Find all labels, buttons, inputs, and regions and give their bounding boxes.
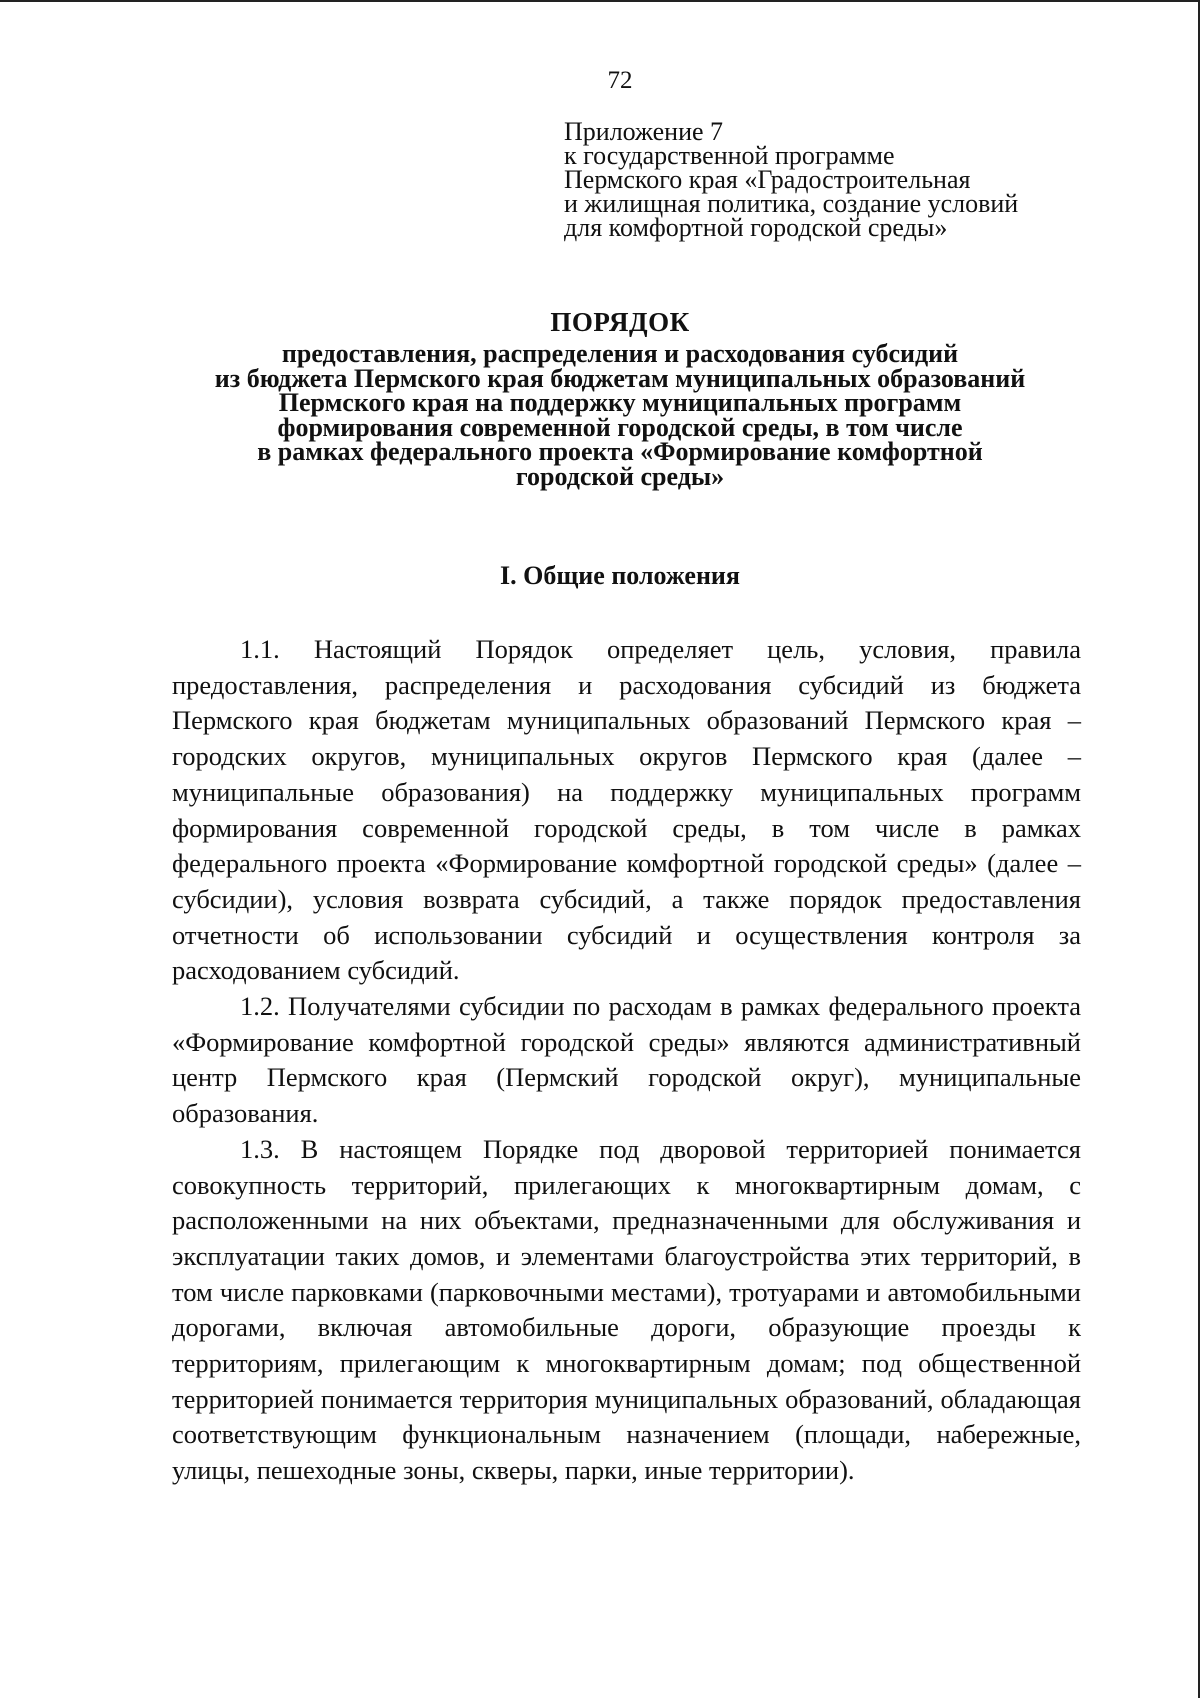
subtitle-line: формирования современной городской среды, в том числе <box>277 412 963 442</box>
paragraph-1-2: 1.2. Получателями субсидии по расходам в рамках федерального проекта «Формирование комфортной городской среды» являются административный центр Пермского края (Пермский городской округ), муниципальные образования. <box>172 991 1081 1129</box>
section-heading: I. Общие положения <box>500 561 740 590</box>
paragraph-1-3: 1.3. В настоящем Порядке под дворовой территорией понимается совокупность территорий, прилегающих к многоквартирным домам, с расположенными на них объектами, предназначенными для обслуживания и эксплуатации таких домов, и элементами благоустройства этих территорий, в том числе парковками (парковочными местами), тротуарами и автомобильными дорогами, включая автомобильные дороги, образующие проезды к территориям, прилегающим к многоквартирным домам; под общественной территорией понимается территория муниципальных образований, обладающая соответствующим функциональным назначением (площади, набережные, улицы, пешеходные зоны, скверы, парки, иные территории). <box>172 1133 1081 1486</box>
appendix-block <box>564 117 1124 242</box>
appendix-line: к государственной программе <box>564 141 895 170</box>
appendix-line: для комфортной городской среды» <box>564 213 948 242</box>
appendix-line: Приложение 7 <box>564 117 724 146</box>
appendix-line: Пермского края «Градостроительная <box>564 165 971 194</box>
subtitle-line: предоставления, распределения и расходования субсидий <box>281 339 959 368</box>
section-body <box>172 632 1081 1489</box>
document-subtitle <box>0 339 1200 491</box>
page-edge-top <box>0 0 1200 2</box>
appendix-line: и жилищная политика, создание условий <box>564 189 1019 218</box>
subtitle-line: в рамках федерального проекта «Формирование комфортной <box>257 437 983 466</box>
page-number: 72 <box>607 67 633 94</box>
subtitle-line: Пермского края на поддержку муниципальных программ <box>278 388 962 417</box>
subtitle-line: городской среды» <box>515 461 725 491</box>
document-title: ПОРЯДОК <box>550 307 690 337</box>
subtitle-line: из бюджета Пермского края бюджетам муниципальных образований <box>214 363 1026 393</box>
paragraph-1-1: 1.1. Настоящий Порядок определяет цель, условия, правила предоставления, распределения и расходования субсидий из бюджета Пермского края бюджетам муниципальных образований Пермского края – городских округов, муниципальных округов Пермского края (далее – муниципальные образования) на поддержку муниципальных программ формирования современной городской среды, в том числе в рамках федерального проекта «Формирование комфортной городской среды» (далее – субсидии), условия возврата субсидий, а также порядок предоставления отчетности об использовании субсидий и осуществления контроля за расходованием субсидий. <box>172 634 1081 986</box>
